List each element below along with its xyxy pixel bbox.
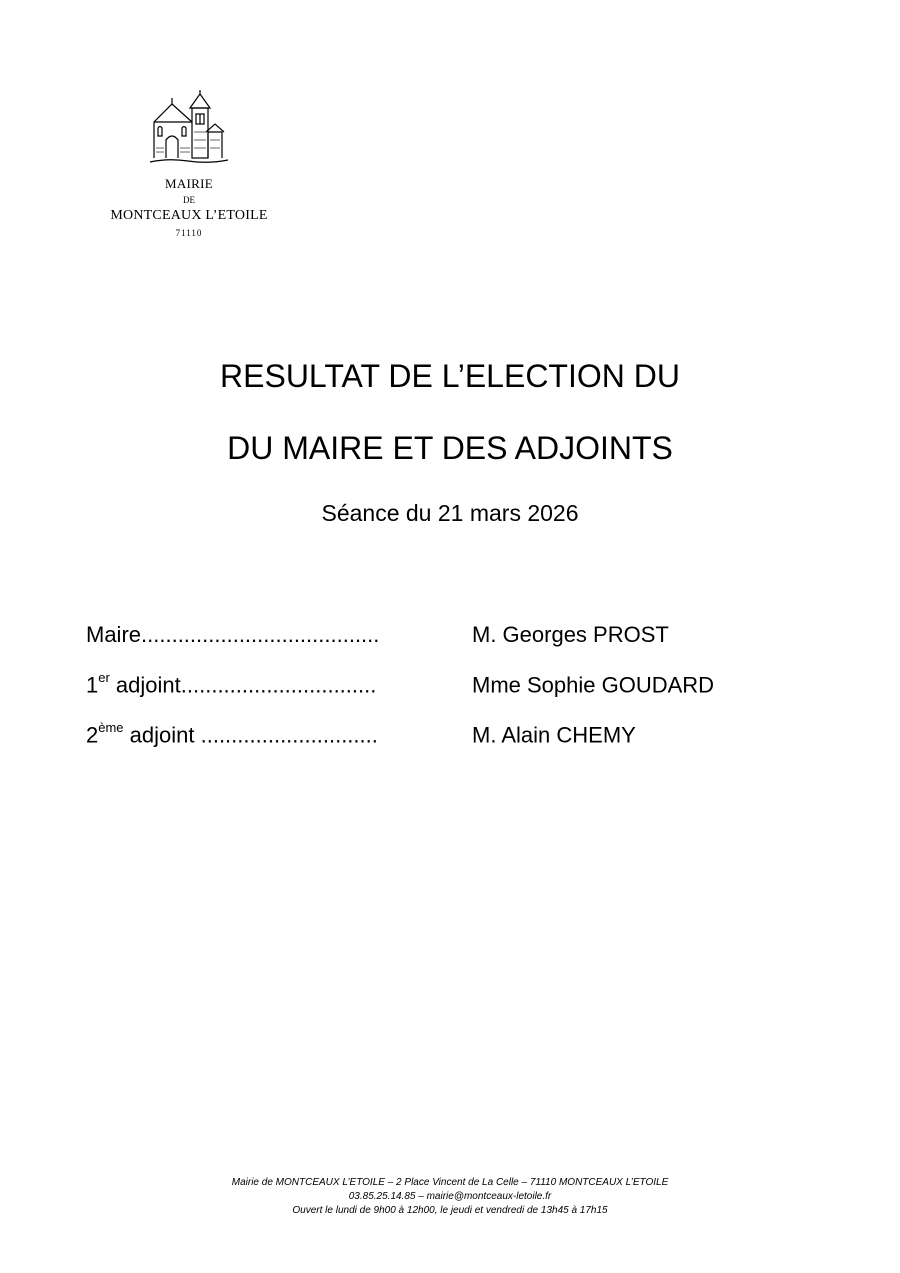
official-row-maire — [86, 622, 669, 648]
role-dots: ............................. — [200, 722, 378, 748]
mairie-logo — [80, 88, 298, 238]
official-name: M. Georges PROST — [472, 622, 669, 647]
role-label: Maire — [86, 622, 142, 647]
document-title-line-2: DU MAIRE ET DES ADJOINTS — [227, 430, 673, 466]
official-row-first-adjoint — [86, 672, 714, 698]
document-title-line-1: RESULTAT DE L’ELECTION DU — [220, 358, 680, 394]
logo-line-postcode: 71110 — [175, 228, 203, 238]
official-role — [86, 672, 472, 698]
logo-line-mairie: MAIRIE — [164, 176, 214, 191]
footer-address: Mairie de MONTCEAUX L’ETOILE – 2 Place Vincent de La Celle – 71110 MONTCEAUX L’ETOILE — [231, 1177, 669, 1188]
role-dots: ....................................... — [141, 622, 380, 647]
role-ordinal-suffix: er — [98, 670, 110, 685]
role-dots: ................................ — [180, 672, 377, 698]
role-number: 2 — [86, 722, 99, 748]
role-label: adjoint — [123, 722, 201, 748]
footer-hours: Ouvert le lundi de 9h00 à 12h00, le jeudi et vendredi de 13h45 à 17h15 — [292, 1205, 608, 1216]
church-illustration — [148, 88, 230, 170]
official-row-second-adjoint — [86, 722, 636, 748]
logo-line-commune: MONTCEAUX L’ETOILE — [110, 208, 268, 223]
official-role — [86, 722, 472, 748]
role-number: 1 — [86, 672, 99, 698]
session-date: Séance du 21 mars 2026 — [321, 500, 579, 526]
logo-line-de: DE — [183, 195, 195, 205]
role-ordinal-suffix: ème — [98, 720, 124, 735]
footer-contact: 03.85.25.14.85 – mairie@montceaux-letoile.fr — [348, 1191, 552, 1202]
role-label: adjoint — [109, 672, 181, 698]
page-footer — [0, 1176, 900, 1218]
official-name: M. Alain CHEMY — [472, 722, 636, 748]
official-role — [86, 622, 472, 648]
official-name: Mme Sophie GOUDARD — [472, 672, 715, 698]
